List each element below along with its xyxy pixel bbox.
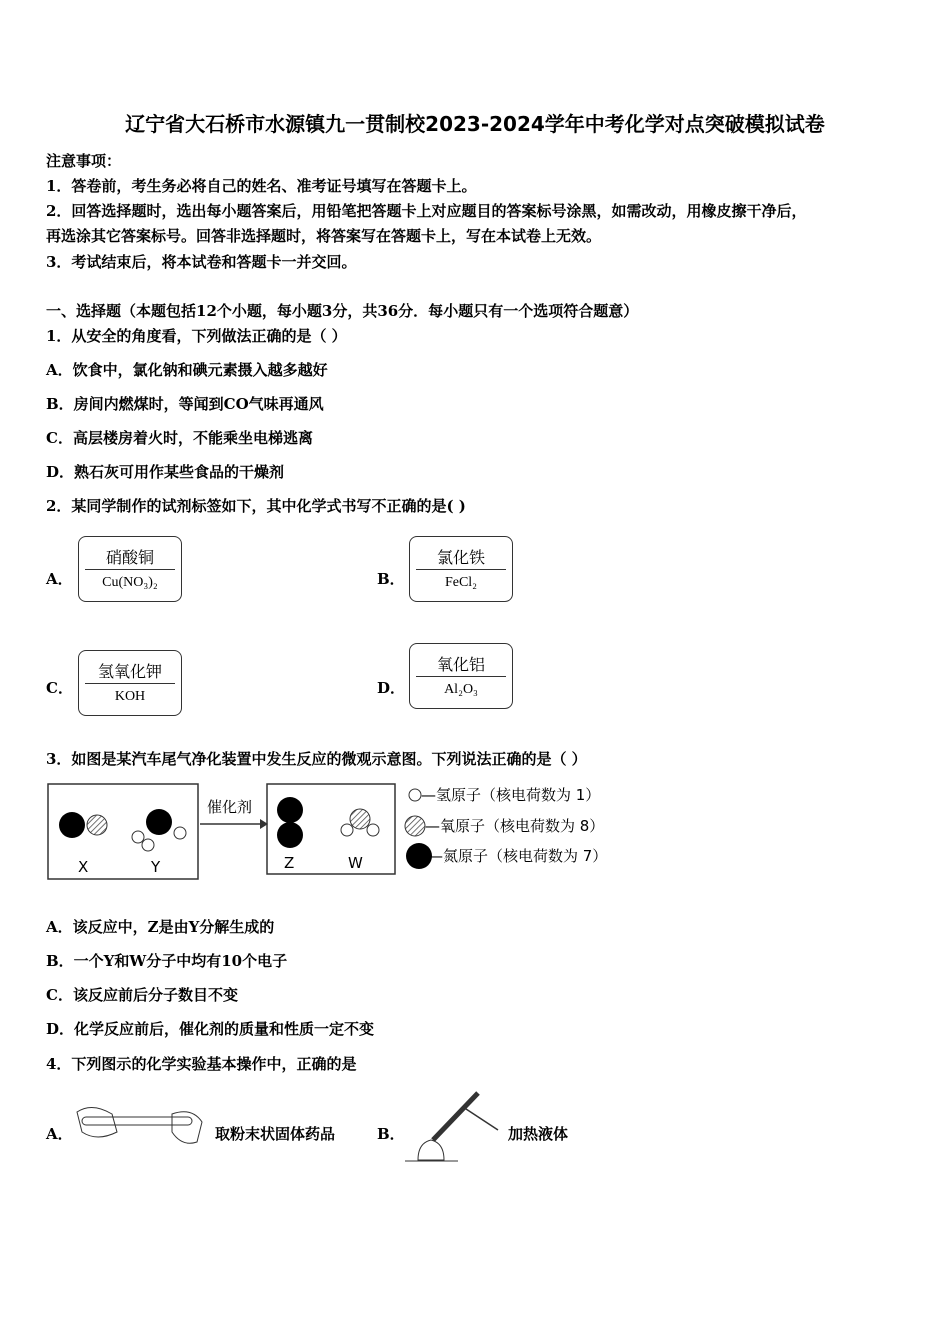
option-caption: 取粉末状固体药品 [215,1125,336,1143]
reaction-diagram [40,775,640,885]
molecule-label: Z [284,854,295,872]
reagent-label [409,643,513,709]
heating-liquid-illustration [403,1085,508,1165]
question-stem: 2．某同学制作的试剂标签如下，其中化学式书写不正确的是( ) [46,497,466,515]
molecule-label: X [78,858,89,876]
question-stem: 1．从安全的角度看，下列做法正确的是（ ） [46,327,347,345]
legend-item: —氧原子（核电荷数为 8） [425,817,605,835]
reagent-label [409,536,513,602]
option: C．该反应前后分子数目不变 [46,986,238,1004]
note-item: 3．考试结束后，将本试卷和答题卡一并交回。 [46,253,357,271]
label-name: 氯化铁 [436,548,485,567]
oxygen-atom [87,815,107,835]
option-letter: B． [377,1125,405,1143]
option: D．化学反应前后，催化剂的质量和性质一定不变 [46,1020,375,1038]
option: B．一个Y和W分子中均有10个电子 [46,952,288,970]
option-caption: 加热液体 [508,1125,569,1143]
label-formula: Cu(NO₃)₂ [102,575,158,590]
label-formula: KOH [114,689,146,704]
option-letter: B． [377,570,405,588]
question-stem: 3．如图是某汽车尾气净化装置中发生反应的微观示意图。下列说法正确的是（ ） [46,750,587,768]
option-letter: D． [377,679,406,697]
section-heading: 一、选择题（本题包括12个小题，每小题3分，共36分．每小题只有一个选项符合题意） [46,302,639,320]
page-title: 辽宁省大石桥市水源镇九一贯制校2023-2024学年中考化学对点突破模拟试卷 [125,112,825,136]
label-name: 氢氧化钾 [97,662,162,681]
option: C．高层楼房着火时，不能乘坐电梯逃离 [46,429,313,447]
reagent-label [78,650,182,716]
label-formula: Al₂O₃ [444,682,478,697]
legend-item: —氮原子（核电荷数为 7） [428,847,608,865]
note-item: 1．答卷前，考生务必将自己的姓名、准考证号填写在答题卡上。 [46,177,477,195]
catalyst-label: 催化剂 [207,798,253,816]
option: D．熟石灰可用作某些食品的干燥剂 [46,463,285,481]
powder-sampling-illustration [72,1092,212,1152]
molecule-label: W [348,854,363,872]
label-formula: FeCl₂ [444,575,478,590]
hydrogen-legend-icon [409,789,421,801]
note-item: 2．回答选择题时，选出每小题答案后，用铅笔把答题卡上对应题目的答案标号涂黑，如需改动，用橡皮擦干净后， [46,202,807,220]
option: A．饮食中，氯化钠和碘元素摄入越多越好 [46,361,328,379]
nitrogen-atom [59,812,85,838]
option: A．该反应中，Z是由Y分解生成的 [46,918,275,936]
option-letter: C． [46,679,73,697]
reagent-label [78,536,182,602]
molecule-label: Y [151,858,161,876]
notes-heading: 注意事项： [46,152,122,170]
question-stem: 4．下列图示的化学实验基本操作中，正确的是 [46,1055,357,1073]
oxygen-legend-icon [405,816,425,836]
legend-item: —氢原子（核电荷数为 1） [421,786,601,804]
option-letter: A． [46,570,73,588]
option-letter: A． [46,1125,73,1143]
option: B．房间内燃煤时，等闻到CO气味再通风 [46,395,324,413]
note-item: 再选涂其它答案标号。回答非选择题时，将答案写在答题卡上，写在本试卷上无效。 [46,227,602,245]
label-name: 氧化铝 [436,655,485,674]
label-name: 硝酸铜 [105,548,154,567]
